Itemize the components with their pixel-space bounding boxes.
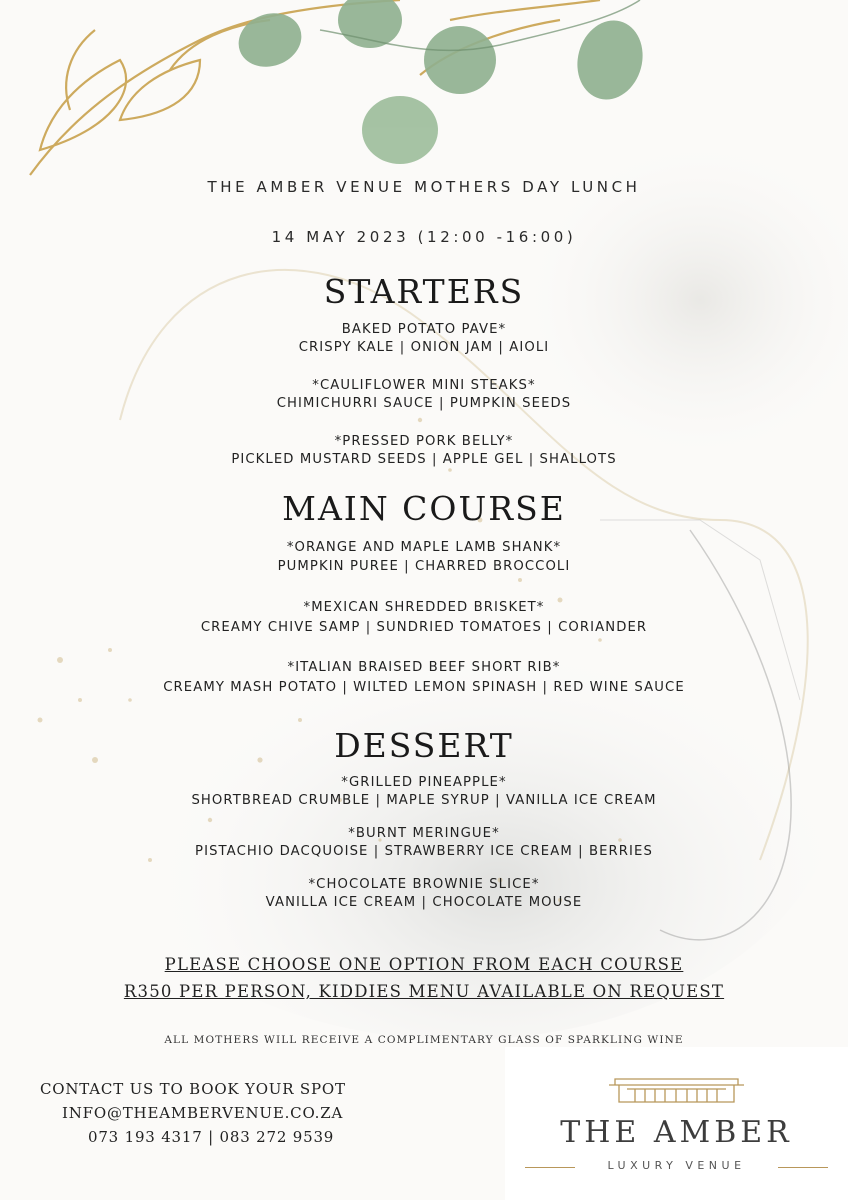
menu-item-desc: CRISPY KALE | ONION JAM | AIOLI — [298, 340, 550, 355]
event-title: THE AMBER VENUE MOTHERS DAY LUNCH — [207, 178, 641, 196]
menu-item-name: *PRESSED PORK BELLY* — [334, 434, 514, 449]
logo-tagline: LUXURY VENUE — [607, 1159, 746, 1172]
menu-item-desc: PISTACHIO DACQUOISE | STRAWBERRY ICE CREAM | BERRIES — [195, 844, 653, 859]
menu-item-desc: PICKLED MUSTARD SEEDS | APPLE GEL | SHALLOTS — [231, 452, 617, 467]
price-note: R350 PER PERSON, KIDDIES MENU AVAILABLE ON REQUEST — [123, 982, 725, 1001]
menu-item-desc: SHORTBREAD CRUMBLE | MAPLE SYRUP | VANILLA ICE CREAM — [191, 793, 657, 808]
contact-phones[interactable]: 073 193 4317 | 083 272 9539 — [88, 1128, 335, 1146]
menu-item-name: *CHOCOLATE BROWNIE SLICE* — [308, 877, 540, 892]
menu-item-name: *ITALIAN BRAISED BEEF SHORT RIB* — [287, 660, 561, 675]
menu-item-name: *GRILLED PINEAPPLE* — [341, 775, 507, 790]
menu-item-name: *MEXICAN SHREDDED BRISKET* — [303, 600, 545, 615]
building-icon — [605, 1075, 748, 1105]
menu-item-desc: CREAMY MASH POTATO | WILTED LEMON SPINASH | RED WINE SAUCE — [163, 680, 685, 695]
menu-item-name: *CAULIFLOWER MINI STEAKS* — [312, 378, 536, 393]
choose-option-note: PLEASE CHOOSE ONE OPTION FROM EACH COURSE — [164, 955, 684, 974]
logo-name: THE AMBER — [560, 1115, 793, 1150]
menu-item-desc: VANILLA ICE CREAM | CHOCOLATE MOUSE — [265, 895, 583, 910]
menu-item-desc: CREAMY CHIVE SAMP | SUNDRIED TOMATOES | CORIANDER — [200, 620, 648, 635]
menu-item-name: BAKED POTATO PAVE* — [341, 322, 507, 337]
complimentary-wine-note: ALL MOTHERS WILL RECEIVE A COMPLIMENTARY GLASS OF SPARKLING WINE — [164, 1034, 684, 1046]
menu-item-name: *ORANGE AND MAPLE LAMB SHANK* — [286, 540, 562, 555]
contact-email[interactable]: INFO@THEAMBERVENUE.CO.ZA — [62, 1104, 344, 1122]
menu-item-desc: PUMPKIN PUREE | CHARRED BROCCOLI — [277, 559, 571, 574]
contact-heading: CONTACT US TO BOOK YOUR SPOT — [40, 1080, 346, 1098]
event-date: 14 MAY 2023 (12:00 -16:00) — [271, 228, 577, 246]
section-title-dessert: DESSERT — [334, 726, 514, 765]
contact-block — [40, 1077, 346, 1149]
menu-item-name: *BURNT MERINGUE* — [348, 826, 500, 841]
section-title-main-course: MAIN COURSE — [282, 489, 566, 528]
venue-logo — [505, 1047, 848, 1200]
menu-item-desc: CHIMICHURRI SAUCE | PUMPKIN SEEDS — [276, 396, 572, 411]
section-title-starters: STARTERS — [323, 272, 525, 311]
